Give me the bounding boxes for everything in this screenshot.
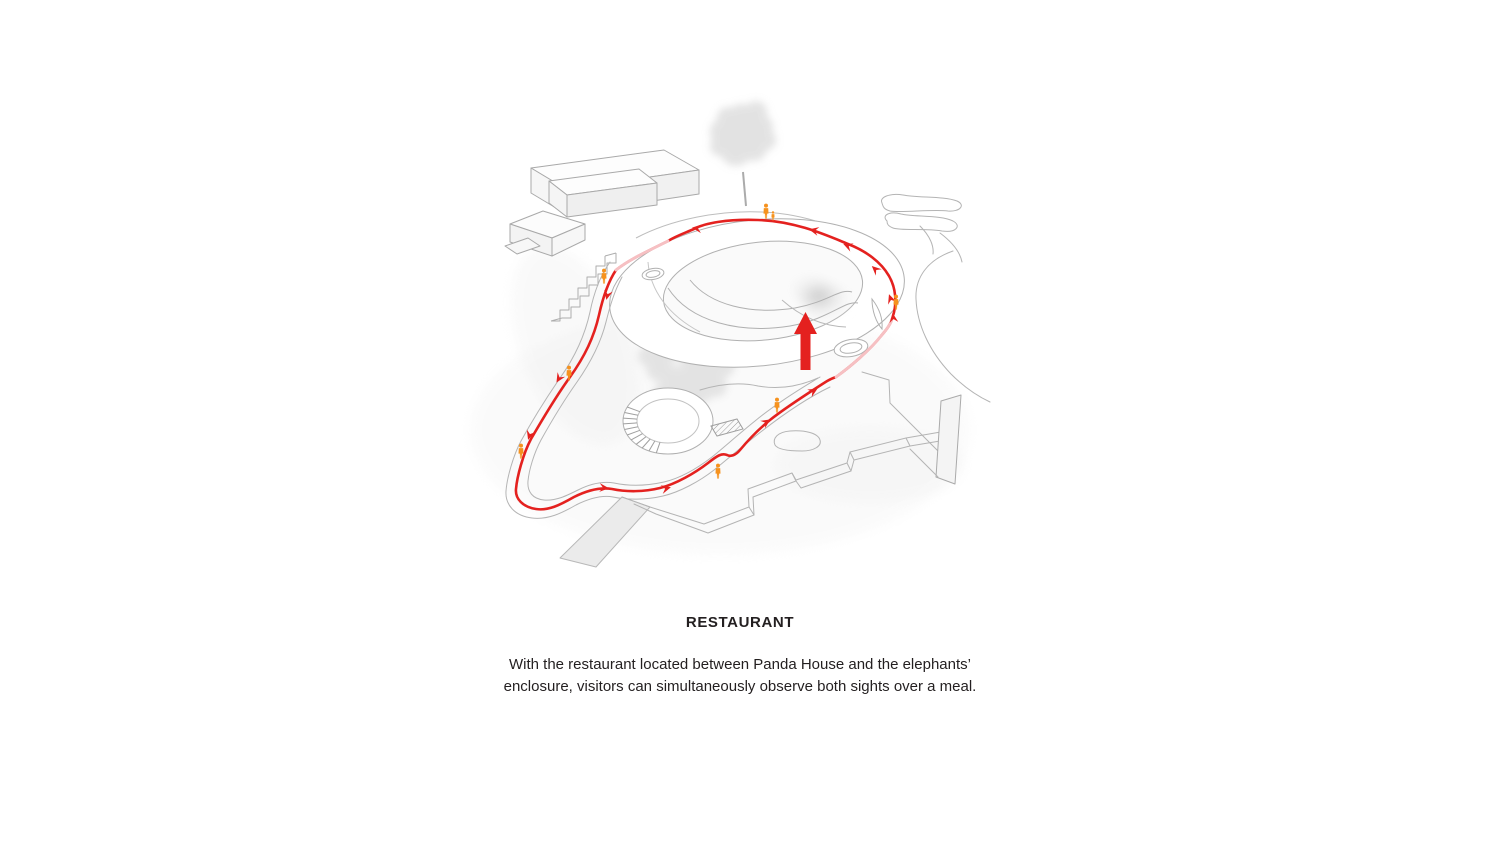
- figure-caption: [440, 615, 1040, 698]
- visitor-figure-icon: [764, 204, 769, 219]
- tree-top-trunk: [743, 172, 746, 206]
- figure-description: With the restaurant located between Panda House and the elephants’ enclosure, visitors can simultaneously observe both sights over a meal.: [503, 656, 977, 695]
- elephant-path-upper: [882, 194, 962, 211]
- elephant-path-lower: [885, 213, 957, 231]
- figure-title: RESTAURANT: [685, 614, 795, 631]
- tree-top: [710, 101, 776, 166]
- visitor-figure-icon: [602, 269, 607, 284]
